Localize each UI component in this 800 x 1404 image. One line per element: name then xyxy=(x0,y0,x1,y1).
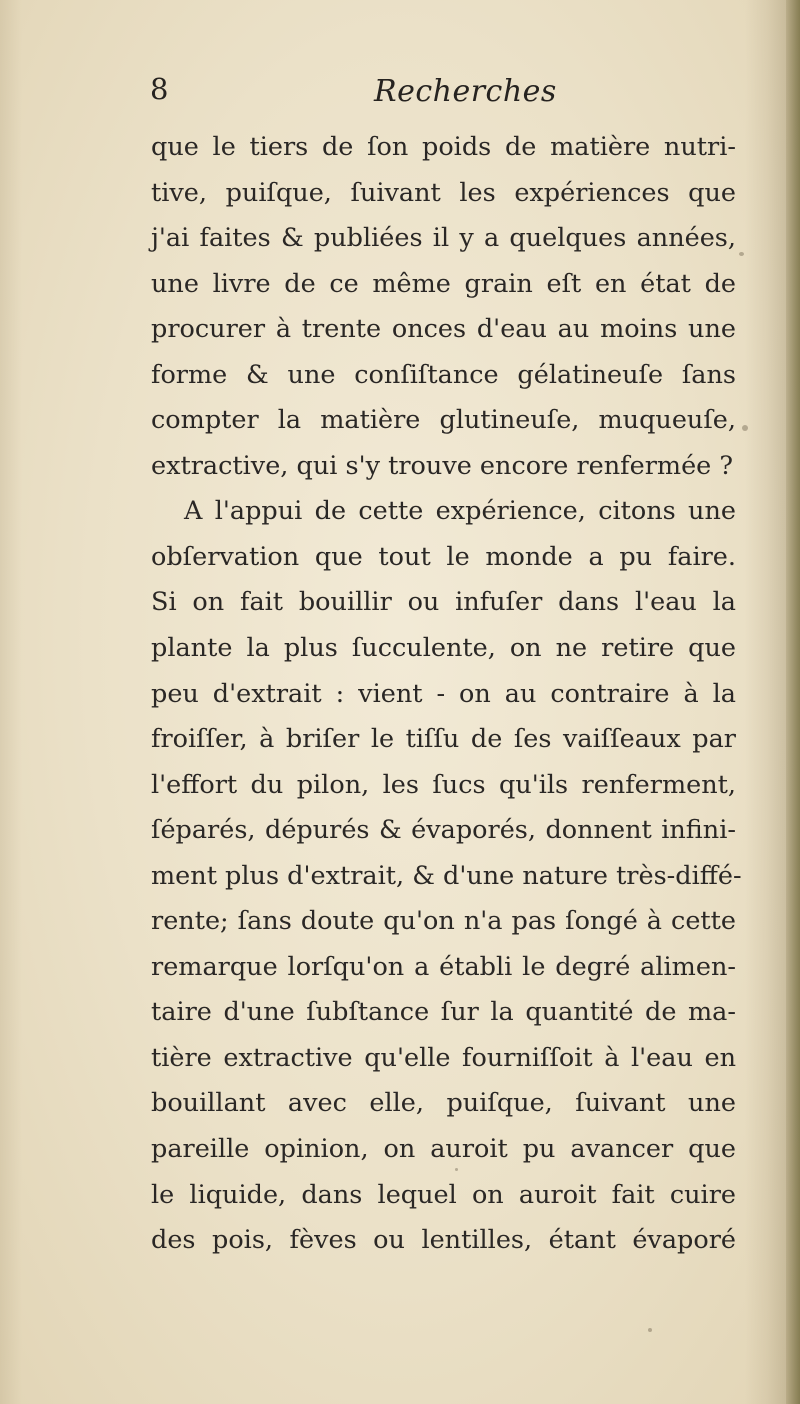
text-line: des pois, fèves ou lentilles, étant évaporé xyxy=(151,1225,736,1256)
text-line: une livre de ce même grain eſt en état de xyxy=(151,268,736,299)
text-line: forme & une conſiſtance gélatineuſe ſans xyxy=(151,359,736,390)
page-header xyxy=(148,72,738,112)
paper-speck xyxy=(648,1328,652,1332)
text-line: plante la plus ſucculente, on ne retire que xyxy=(151,633,736,664)
page-edge-border xyxy=(786,0,800,1404)
text-line: ſéparés, dépurés & évaporés, donnent infini- xyxy=(151,815,736,846)
text-line: que le tiers de ſon poids de matière nutri- xyxy=(151,132,736,162)
text-line: pareille opinion, on auroit pu avancer que xyxy=(151,1134,736,1165)
text-line: tière extractive qu'elle fourniſſoit à l'eau en xyxy=(151,1042,736,1073)
text-line: remarque lorſqu'on a établi le degré alimen- xyxy=(151,951,736,982)
text-line: bouillant avec elle, puiſque, ſuivant une xyxy=(151,1088,736,1119)
text-line: peu d'extrait : vient - on au contraire à la xyxy=(151,678,736,709)
text-line: tive, puiſque, ſuivant les expériences que xyxy=(151,177,736,208)
text-line: rente; ſans doute qu'on n'a pas ſongé à cette xyxy=(151,906,736,937)
text-line: le liquide, dans lequel on auroit fait cuire xyxy=(151,1179,736,1210)
text-line: compter la matière glutineuſe, muqueuſe, xyxy=(151,405,736,436)
text-line: Si on fait bouillir ou infuſer dans l'eau la xyxy=(151,587,736,618)
text-line: taire d'une ſubſtance ſur la quantité de ma- xyxy=(151,997,736,1028)
running-head: Recherches xyxy=(374,74,557,109)
text-line: obſervation que tout le monde a pu faire. xyxy=(151,541,736,572)
text-line: procurer à trente onces d'eau au moins une xyxy=(151,314,736,345)
gutter-shadow xyxy=(0,0,22,1404)
page-number: 8 xyxy=(150,72,169,106)
text-line: froiſſer, à briſer le tiſſu de ſes vaiſſeaux par xyxy=(151,724,736,755)
text-line: A l'appui de cette expérience, citons une xyxy=(184,496,736,527)
text-line: ment plus d'extrait, & d'une nature très-diffé- xyxy=(151,860,742,891)
paper-speck xyxy=(739,252,744,256)
text-line: j'ai faites & publiées il y a quelques années, xyxy=(151,223,736,254)
text-line: extractive, qui s'y trouve encore renfermée ? xyxy=(151,450,734,481)
text-line: l'effort du pilon, les ſucs qu'ils renferment, xyxy=(151,769,736,800)
body-text xyxy=(151,125,742,1264)
paper-speck xyxy=(742,425,748,431)
